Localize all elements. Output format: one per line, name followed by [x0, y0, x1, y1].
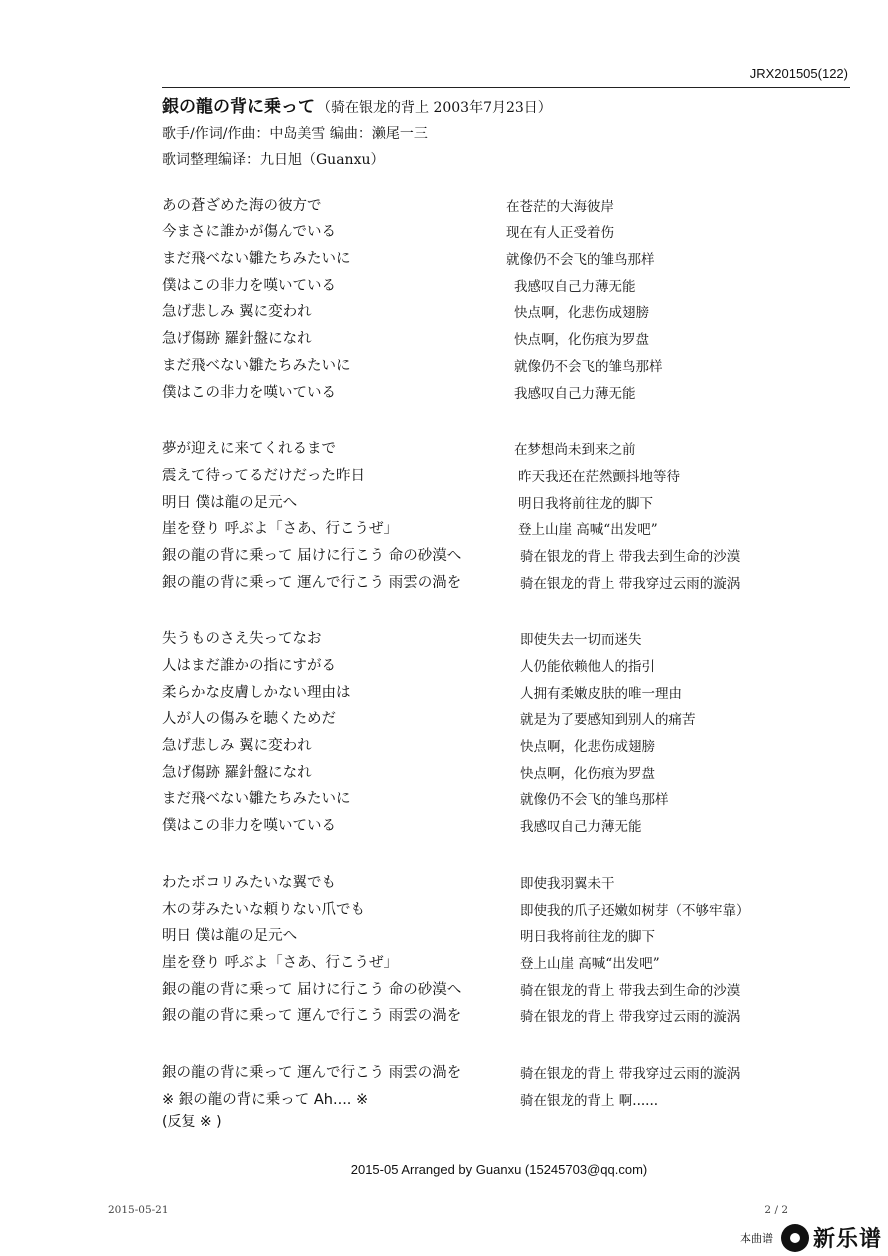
- lyric-line: [162, 215, 852, 242]
- lyric-chinese: 即使我羽翼未干: [520, 875, 615, 892]
- lyric-line: [162, 972, 852, 999]
- lyric-line: [162, 538, 852, 565]
- lyric-chinese: 我感叹自己力薄无能: [520, 819, 642, 836]
- lyric-line: [162, 808, 852, 835]
- stanza-2: [162, 432, 852, 592]
- lyric-chinese: 昨天我还在茫然颤抖地等待: [518, 468, 680, 485]
- lyric-chinese: 我感叹自己力薄无能: [514, 278, 636, 295]
- lyric-line: [162, 321, 852, 348]
- lyric-chinese: 明日我将前往龙的脚下: [518, 495, 653, 512]
- lyric-japanese: 震えて待ってるだけだった昨日: [162, 467, 365, 484]
- lyric-line: [162, 892, 852, 919]
- lyric-japanese: 人はまだ誰かの指にすがる: [162, 658, 336, 674]
- lyrics-body: [162, 188, 852, 1135]
- lyric-japanese: 銀の龍の背に乗って 届けに行こう 命の砂漠へ: [162, 981, 462, 998]
- lyric-japanese: 急げ傷跡 羅針盤になれ: [162, 331, 312, 348]
- lyric-line: [162, 1055, 852, 1082]
- footer-date: 2015-05-21: [108, 1204, 169, 1216]
- arranged-by-credit: 2015-05 Arranged by Guanxu (15245703@qq.com): [350, 1162, 648, 1177]
- lyric-chinese: 就是为了要感知到别人的痛苦: [520, 712, 696, 729]
- lyric-japanese: 僕はこの非力を嘆いている: [162, 818, 336, 835]
- lyric-line: [162, 728, 852, 755]
- lyric-chinese: 人拥有柔嫩皮肤的唯一理由: [520, 685, 682, 702]
- lyric-line: [162, 675, 852, 702]
- lyric-line: [162, 348, 852, 375]
- lyric-chinese: 快点啊，化伤痕为罗盘: [520, 765, 655, 782]
- lyric-japanese: 今まさに誰かが傷んでいる: [162, 224, 336, 241]
- stanza-1: [162, 188, 852, 402]
- lyric-chinese: 在苍茫的大海彼岸: [506, 198, 614, 215]
- lyric-chinese: 现在有人正受着伤: [506, 225, 614, 242]
- lyric-chinese: 快点啊，化悲伤成翅膀: [520, 739, 655, 756]
- song-translator: 歌词整理编译：九日旭（Guanxu）: [162, 152, 385, 168]
- lyric-japanese: 僕はこの非力を嘆いている: [162, 384, 336, 401]
- lyric-japanese: わたボコリみたいな翼でも: [162, 874, 336, 891]
- document-id: JRX201505(122): [749, 66, 848, 81]
- stanza-5: [162, 1055, 852, 1134]
- lyric-line: [162, 565, 852, 592]
- lyric-japanese: 崖を登り 呼ぶよ「さあ、行こうぜ」: [162, 521, 399, 538]
- lyric-japanese: 失うものさえ失ってなお: [162, 631, 322, 648]
- lyric-line: [162, 432, 852, 459]
- lyric-line: [162, 702, 852, 729]
- lyric-line: [162, 622, 852, 649]
- lyric-line: [162, 865, 852, 892]
- lyric-japanese: 人が人の傷みを聴くためだ: [162, 711, 336, 728]
- lyric-japanese: 急げ悲しみ 翼に変われ: [162, 738, 312, 755]
- lyric-japanese: 急げ悲しみ 翼に変われ: [162, 304, 312, 321]
- header-divider: [162, 87, 850, 88]
- lyric-japanese: 明日 僕は龍の足元へ: [162, 494, 298, 511]
- lyric-chinese: 骑在银龙的背上 带我穿过云雨的漩涡: [520, 1009, 741, 1026]
- song-credits: 歌手/作词/作曲：中岛美雪 编曲：濑尾一三: [162, 126, 428, 142]
- lyric-japanese: まだ飛べない雛たちみたいに: [162, 791, 351, 808]
- lyric-line: [162, 458, 852, 485]
- lyric-japanese: まだ飛べない雛たちみたいに: [162, 251, 351, 268]
- lyric-line: [162, 919, 852, 946]
- lyric-japanese: ※ 銀の龍の背に乗って Ah.... ※: [162, 1091, 369, 1108]
- brand-name: 新乐谱: [812, 1227, 882, 1252]
- page-number: 2 / 2: [764, 1204, 788, 1216]
- lyric-japanese: 銀の龍の背に乗って 運んで行こう 雨雲の渦を: [162, 1008, 462, 1025]
- lyric-chinese: 骑在银龙的背上 啊......: [520, 1092, 659, 1109]
- lyric-chinese: 骑在银龙的背上 带我穿过云雨的漩涡: [520, 1065, 741, 1082]
- lyric-chinese: 就像仍不会飞的雏鸟那样: [506, 252, 655, 269]
- lyric-line: [162, 268, 852, 295]
- song-title-subtitle: （骑在银龙的背上 2003年7月23日）: [317, 100, 552, 116]
- lyric-chinese: 在梦想尚未到来之前: [514, 442, 636, 459]
- lyric-line: [162, 188, 852, 215]
- lyric-chinese: 快点啊，化悲伤成翅膀: [514, 305, 649, 322]
- lyric-chinese: 就像仍不会飞的雏鸟那样: [514, 358, 663, 375]
- lyric-japanese: 明日 僕は龍の足元へ: [162, 928, 298, 945]
- lyric-line: [162, 782, 852, 809]
- stanza-4: [162, 865, 852, 1025]
- song-title-main: 銀の龍の背に乗って: [162, 97, 315, 117]
- lyric-chinese: 登上山崖 高喊“出发吧”: [520, 955, 660, 972]
- lyric-chinese: 快点啊，化伤痕为罗盘: [514, 332, 649, 349]
- lyric-chinese: 人仍能依赖他人的指引: [520, 659, 655, 675]
- brand-watermark: [740, 1222, 882, 1253]
- lyric-line: [162, 295, 852, 322]
- lyric-japanese: 急げ傷跡 羅針盤になれ: [162, 764, 312, 781]
- song-header: [162, 94, 852, 173]
- lyric-chinese: 骑在银龙的背上 带我穿过云雨的漩涡: [520, 575, 741, 592]
- brand-label: 本曲谱: [739, 1231, 773, 1245]
- lyric-japanese: あの蒼ざめた海の彼方で: [162, 197, 322, 214]
- lyric-line: [162, 241, 852, 268]
- lyric-chinese: 登上山崖 高喊“出发吧”: [518, 522, 658, 539]
- lyric-line: [162, 945, 852, 972]
- lyric-japanese: 崖を登り 呼ぶよ「さあ、行こうぜ」: [162, 954, 399, 971]
- lyric-line: [162, 999, 852, 1026]
- lyric-japanese: 柔らかな皮膚しかない理由は: [162, 684, 351, 701]
- lyric-chinese: 骑在银龙的背上 带我去到生命的沙漠: [520, 548, 741, 565]
- lyric-japanese: 銀の龍の背に乗って 運んで行こう 雨雲の渦を: [162, 1064, 462, 1081]
- lyric-chinese: 即使失去一切而迷失: [520, 632, 642, 649]
- lyric-chinese: 骑在银龙的背上 带我去到生命的沙漠: [520, 982, 741, 999]
- vinyl-record-icon: [781, 1224, 809, 1252]
- lyric-chinese: 明日我将前往龙的脚下: [520, 929, 655, 946]
- lyric-line: [162, 512, 852, 539]
- lyric-japanese: 僕はこの非力を嘆いている: [162, 277, 336, 294]
- lyric-line: [162, 755, 852, 782]
- stanza-3: [162, 622, 852, 836]
- lyric-line: [162, 1082, 852, 1109]
- lyric-japanese: 木の芽みたいな頼りない爪でも: [162, 901, 365, 918]
- lyric-japanese: 銀の龍の背に乗って 届けに行こう 命の砂漠へ: [162, 547, 462, 564]
- lyric-line: [162, 648, 852, 675]
- lyric-japanese: 夢が迎えに来てくれるまで: [162, 441, 336, 458]
- lyric-chinese: 即使我的爪子还嫩如树芽（不够牢靠）: [520, 902, 750, 919]
- repeat-note: (反复 ※ ): [162, 1113, 222, 1130]
- song-title: [162, 94, 852, 121]
- lyric-line: [162, 485, 852, 512]
- lyric-line: [162, 375, 852, 402]
- lyric-japanese: まだ飛べない雛たちみたいに: [162, 357, 351, 374]
- lyric-chinese: 就像仍不会飞的雏鸟那样: [520, 792, 669, 809]
- lyric-chinese: 我感叹自己力薄无能: [514, 385, 636, 402]
- lyric-japanese: 銀の龍の背に乗って 運んで行こう 雨雲の渦を: [162, 574, 462, 591]
